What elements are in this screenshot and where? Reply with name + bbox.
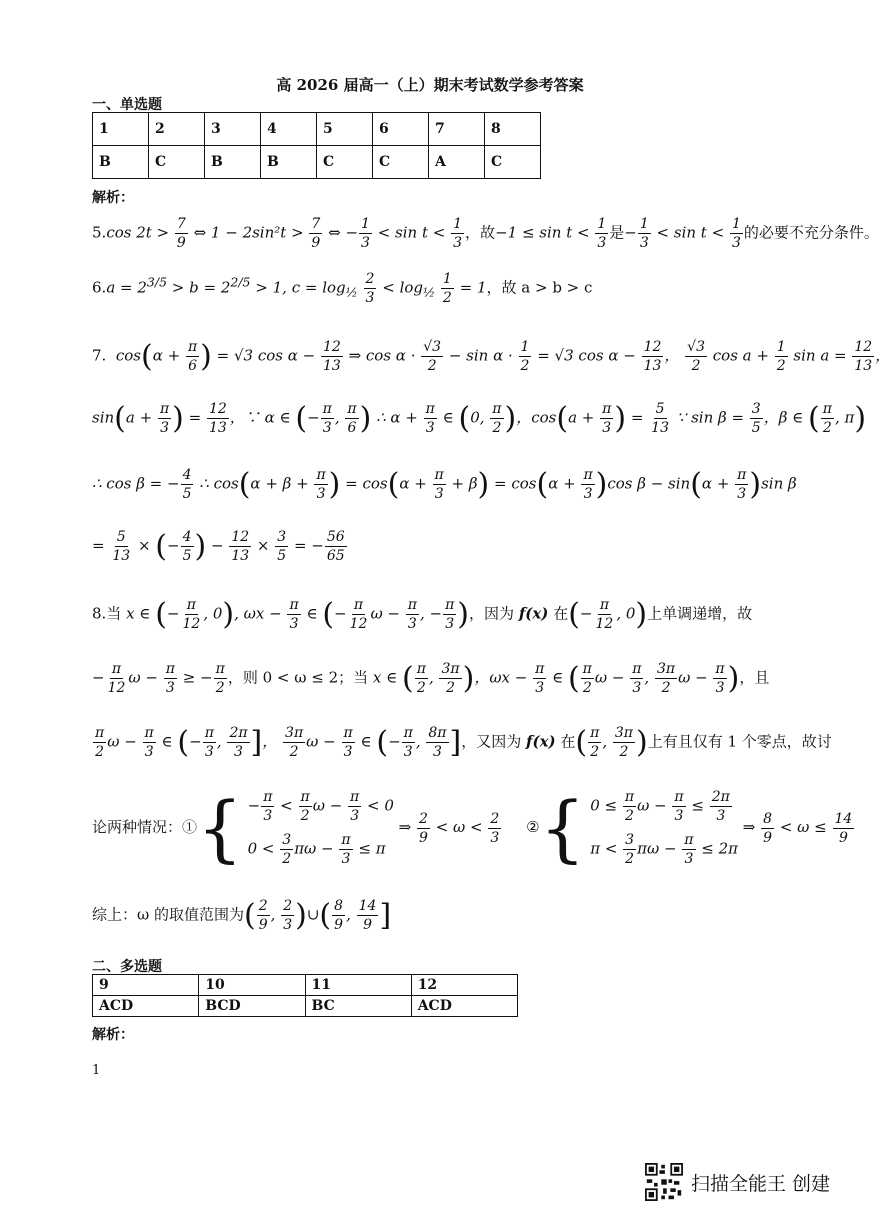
solution-q7-line4: = $\frac{5}{13}$ × (− $\frac{4}{5}$ ) − $\frac{12}{13}$ × $\frac{3}{5}$ = − $\frac{56}{65}$: [92, 529, 345, 564]
solution-q6: $6.a = 2^{3/5} > b = 2^{2/5} > 1$, $c = \log_{\frac{1}{2}}$ $\frac{2}{3}$ < $\log_{\frac{1}{2}}$ $\frac{1}{2}$ = 1，故 a > b > c: [92, 271, 593, 306]
analysis-label: 解析：: [92, 190, 134, 206]
table-cell: 11: [305, 975, 411, 996]
table-cell: C: [316, 146, 372, 179]
table-row: [93, 113, 541, 146]
table-cell: 6: [372, 113, 428, 146]
solution-q8-line1: 8.当 x ∈ (− $\frac{\pi}{12}$ , 0), ωx − $\frac{\pi}{3}$ ∈ (− $\frac{\pi}{12}$ ω − $\frac{\pi}{3}$ , − $\frac{\pi}{3}$ )，因为 f(x) 在(− $\frac{\pi}{12}$ , 0)上单调递增，故: [92, 597, 753, 632]
solution-q7-line1: 7. cos(α + $\frac{\pi}{6}$ ) = √3 cos α − $\frac{12}{13}$ ⇒ cos α · $\frac{√3}{2}$ − sin α · $\frac{1}{2}$ = √3 cos α − $\frac{12}{13}$ ， $\frac{√3}{2}$ cos a + $\frac{1}{2}$ sin a = $\frac{12}{13}$ ，: [92, 339, 890, 374]
table-cell: 1: [93, 113, 149, 146]
table-cell: BC: [305, 996, 411, 1017]
table-row: [93, 996, 518, 1017]
solution-q7-line3: ∴ cos β = − $\frac{4}{5}$ ∴ cos(α + β + $\frac{\pi}{3}$ ) = cos(α + $\frac{\pi}{3}$ + β) = cos(α + $\frac{\pi}{3}$ )cos β − sin(α + $\frac{\pi}{3}$ )sin β: [92, 467, 797, 502]
table-cell: B: [93, 146, 149, 179]
solution-q8-line3: $\frac{\pi}{2}$ ω − $\frac{\pi}{3}$ ∈ (− $\frac{\pi}{3}$ , $\frac{2\pi}{3}$ ]， $\frac{3\pi}{2}$ ω − $\frac{\pi}{3}$ ∈ (− $\frac{\pi}{3}$ , $\frac{8\pi}{3}$ ]，又因为 f(x) 在( $\frac{\pi}{2}$ , $\frac{3\pi}{2}$ )上有且仅有 1 个零点，故讨: [95, 725, 832, 760]
table-cell: B: [204, 146, 260, 179]
solution-q7-line2: sin(a + $\frac{\pi}{3}$ ) = $\frac{12}{13}$ ，∵ α ∈ (− $\frac{\pi}{3}$ , $\frac{\pi}{6}$ ) ∴ α + $\frac{\pi}{3}$ ∈ (0, $\frac{\pi}{2}$ )，cos(a + $\frac{\pi}{3}$ ) = $\frac{5}{13}$ ∵ sin β = $\frac{3}{5}$ ，β ∈ ( $\frac{\pi}{2}$ , π): [92, 401, 867, 436]
solution-q8-cases: 论两种情况：①{ − $\frac{\pi}{3}$ < $\frac{\pi}{2}$ ω − $\frac{\pi}{3}$ < 0 0 < $\frac{3}{2}$ πω − $\frac{\pi}{3}$ ≤ π ⇒ $\frac{2}{9}$ < ω < $\frac{2}{3}$ ②{ 0 ≤ $\frac{\pi}{2}$ ω − $\frac{\pi}{3}$ ≤ $\frac{2\pi}{3}$ π < $\frac{3}{2}$ πω − $\frac{\pi}{3}$ ≤ 2π ⇒ $\frac{8}{9}$ < ω ≤ $\frac{14}{9}$: [92, 786, 853, 870]
table-cell: 12: [411, 975, 517, 996]
table-cell: ACD: [411, 996, 517, 1017]
solution-q8-line2: − $\frac{\pi}{12}$ ω − $\frac{\pi}{3}$ ≥ − $\frac{\pi}{2}$ ，则 0 < ω ≤ 2；当 x ∈ ( $\frac{\pi}{2}$ , $\frac{3\pi}{2}$ )，ωx − $\frac{\pi}{3}$ ∈ ( $\frac{\pi}{2}$ ω − $\frac{\pi}{3}$ , $\frac{3\pi}{2}$ ω − $\frac{\pi}{3}$ )，且: [92, 661, 770, 696]
table-cell: B: [260, 146, 316, 179]
table-cell: 5: [316, 113, 372, 146]
table-cell: C: [149, 146, 205, 179]
qr-code-icon: [645, 1163, 683, 1201]
solution-q8-summary: 综上：ω 的取值范围为( $\frac{2}{9}$ , $\frac{2}{3}$ )∪( $\frac{8}{9}$ , $\frac{14}{9}$ ]: [92, 898, 392, 933]
scanner-label: 扫描全能王 创建: [691, 1172, 831, 1195]
table-cell: 4: [260, 113, 316, 146]
page-title: 高 2026 届高一（上）期末考试数学参考答案: [276, 76, 584, 94]
section-heading-multiple: 二、多选题: [92, 959, 162, 975]
table-cell: 3: [204, 113, 260, 146]
page-number: 1: [92, 1063, 101, 1078]
table-cell: A: [428, 146, 484, 179]
table-cell: BCD: [199, 996, 305, 1017]
table-cell: 8: [484, 113, 540, 146]
table-cell: 9: [93, 975, 199, 996]
table-cell: 10: [199, 975, 305, 996]
table-cell: ACD: [93, 996, 199, 1017]
table-row: [93, 975, 518, 996]
section-heading-single: 一、单选题: [92, 97, 162, 113]
solution-q5: 5.cos 2t > $\frac{7}{9}$ ⇔ 1 − 2sin²t > $\frac{7}{9}$ ⇔ − $\frac{1}{3}$ < sin t < $\frac{1}{3}$ ，故−1 ≤ sin t < $\frac{1}{3}$ 是− $\frac{1}{3}$ < sin t < $\frac{1}{3}$ 的必要不充分条件。: [92, 216, 879, 251]
table-cell: 2: [149, 113, 205, 146]
table-cell: 7: [428, 113, 484, 146]
table-cell: C: [484, 146, 540, 179]
answer-table-single: [92, 112, 541, 179]
answer-table-multiple: [92, 974, 518, 1017]
scanner-watermark: [645, 1163, 830, 1201]
analysis-label-multiple: 解析：: [92, 1027, 134, 1043]
table-cell: C: [372, 146, 428, 179]
table-row: [93, 146, 541, 179]
